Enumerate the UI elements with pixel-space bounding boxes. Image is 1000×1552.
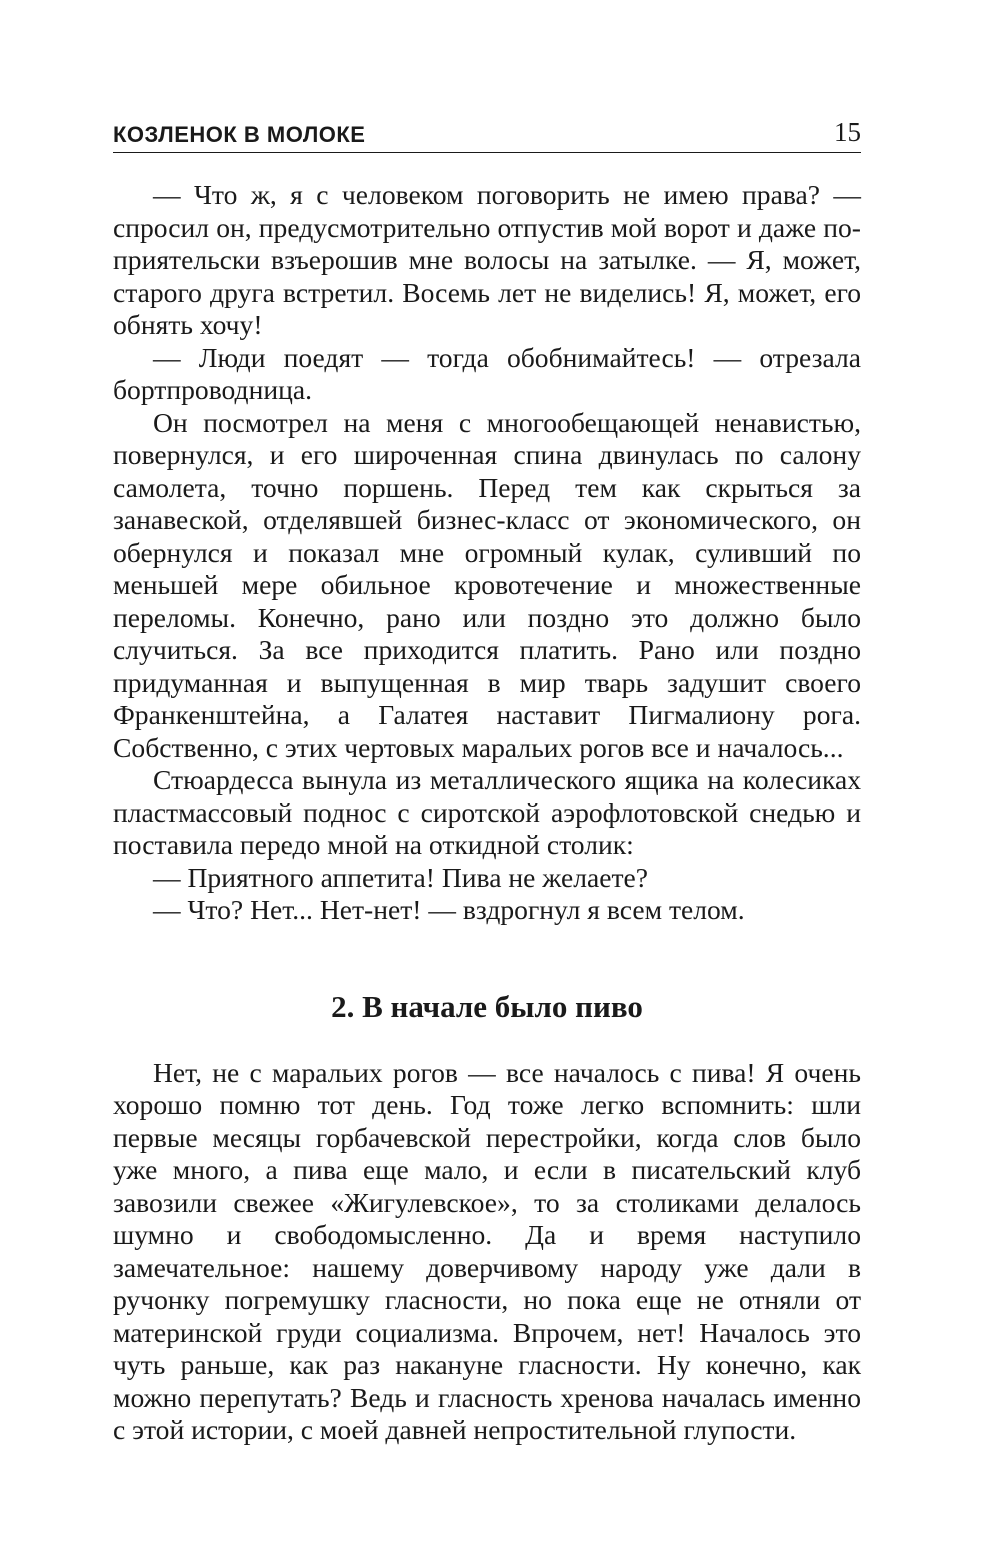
text-body — [113, 179, 861, 1447]
paragraph: — Что? Нет... Нет-нет! — вздрогнул я всем телом. — [153, 894, 745, 925]
paragraph: Он посмотрел на меня с многообещающей ненавистью, повернулся, и его широченная спина двинулась по салону самолета, точно поршень. Перед тем как скрыться за занавеской, отделявшей бизнес-класс от экономического, он обернулся и показал мне огромный кулак, суливший по меньшей мере обильное кровотечение и множественные переломы. Конечно, рано или поздно это должно было случиться. За все приходится платить. Рано или поздно придуманная и выпущенная в мир тварь задушит своего Франкенштейна, а Галатея наставит Пигмалиону рога. Собственно, с этих чертовых маральих рогов все и началось... — [113, 406, 861, 763]
book-page — [113, 110, 861, 1447]
chapter-title: 2. В начале было пиво — [331, 988, 643, 1024]
book-title: КОЗЛЕНОК В МОЛОКЕ — [113, 122, 366, 147]
paragraph: Стюардесса вынула из металлического ящика на колесиках пластмассовый поднос с сиротской аэрофлотовской снедью и поставила передо мной на откидной столик: — [113, 764, 861, 860]
running-header — [113, 110, 861, 153]
paragraph: — Приятного аппетита! Пива не желаете? — [153, 861, 649, 893]
page-number: 15 — [834, 117, 861, 147]
paragraph: — Люди поедят — тогда обобнимайтесь! — отрезала бортпроводница. — [113, 341, 861, 405]
paragraph: — Что ж, я с человеком поговорить не имею права? — спросил он, предусмотрительно отпустив мой ворот и даже по-приятельски взъерошив мне волосы на затылке. — Я, может, старого друга встретил. Восемь лет не виделись! Я, может, его обнять хочу! — [113, 179, 861, 340]
paragraph: Нет, не с маральих рогов — все началось с пива! Я очень хорошо помню тот день. Год тоже легко вспомнить: шли первые месяцы горбачевской перестройки, когда слов было уже много, а пива еще мало, и если в писательский клуб завозили свежее «Жигулевское», то за столиками делалось шумно и свободомысленно. Да и время наступило замечательное: нашему доверчивому народу уже дали в ручонку погремушку гласности, но пока еще не отняли от материнской груди социализма. Впрочем, нет! Началось это чуть раньше, как раз накануне гласности. Ну конечно, как можно перепутать? Ведь и гласность хренова началась именно с этой истории, с моей давней непростительной глупости. — [113, 1056, 861, 1445]
